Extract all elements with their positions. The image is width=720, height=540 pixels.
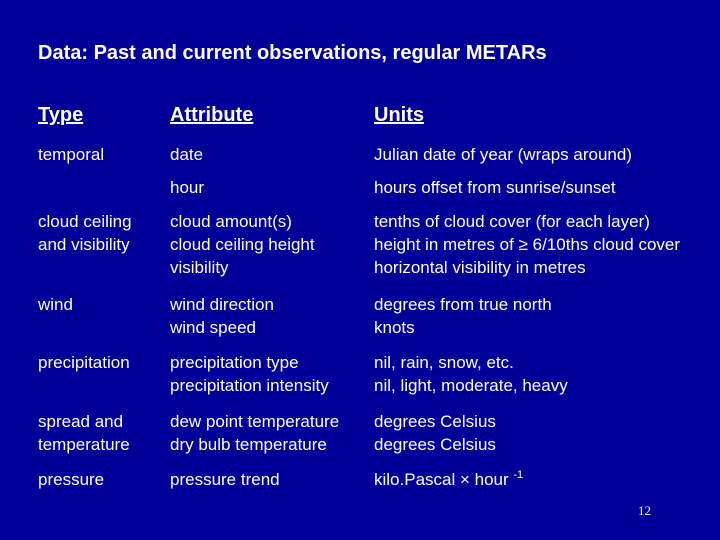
- row-precipitation-units: [374, 351, 568, 397]
- row-temporal-type: [38, 143, 104, 166]
- row-pressure-attribute: [170, 468, 280, 491]
- row-temperature-type: [38, 410, 130, 456]
- cell-line: temporal: [38, 145, 105, 164]
- row-wind-type: [38, 293, 73, 316]
- cell-line: precipitation intensity: [170, 376, 329, 395]
- cell-line: cloud ceiling height: [170, 235, 315, 254]
- cell-line: and visibility: [38, 235, 130, 254]
- cell-line: cloud ceiling: [38, 212, 132, 231]
- pressure-unit-text: kilo.Pascal × hour: [374, 470, 509, 489]
- row-precipitation-type: [38, 351, 130, 374]
- cell-line: wind: [38, 295, 73, 314]
- cell-line: tenths of cloud cover (for each layer): [374, 212, 650, 231]
- cell-line: horizontal visibility in metres: [374, 258, 586, 277]
- row-pressure-type: [38, 468, 104, 491]
- cell-line: hour: [170, 178, 205, 197]
- cell-line: visibility: [170, 258, 229, 277]
- row-temperature-units: [374, 410, 496, 456]
- cell-line: nil, light, moderate, heavy: [374, 376, 568, 395]
- cell-line: dew point temperature: [170, 412, 340, 431]
- header-type: Type: [38, 104, 84, 126]
- cell-line: date: [170, 145, 204, 164]
- row-wind-units: [374, 293, 552, 339]
- row-temporal-attribute: [170, 143, 203, 166]
- row-temperature-attribute: [170, 410, 339, 456]
- row-pressure-units: [374, 468, 523, 491]
- cell-line: precipitation type: [170, 353, 299, 372]
- cell-line: [374, 468, 523, 491]
- cell-line: precipitation: [38, 353, 130, 372]
- header-units: Units: [374, 104, 424, 126]
- cell-line: wind speed: [170, 318, 257, 337]
- row-cloud-type: [38, 210, 132, 256]
- cell-line: dry bulb temperature: [170, 435, 327, 454]
- cell-line: degrees from true north: [374, 295, 552, 314]
- cell-line: spread and: [38, 412, 124, 431]
- cell-line: height in metres of ≥ 6/10ths cloud cover: [374, 235, 681, 254]
- page-number: 12: [638, 503, 651, 518]
- cell-line: nil, rain, snow, etc.: [374, 353, 514, 372]
- pressure-unit-exponent: -1: [513, 469, 524, 481]
- slide-title: Data: Past and current observations, regular METARs: [38, 42, 547, 64]
- row-hour-units: [374, 176, 616, 199]
- cell-line: temperature: [38, 435, 130, 454]
- cell-line: degrees Celsius: [374, 435, 496, 454]
- cell-line: cloud amount(s): [170, 212, 292, 231]
- row-cloud-units: [374, 210, 680, 279]
- row-cloud-attribute: [170, 210, 315, 279]
- cell-line: pressure: [38, 470, 105, 489]
- cell-line: knots: [374, 318, 415, 337]
- row-precipitation-attribute: [170, 351, 329, 397]
- cell-line: Julian date of year (wraps around): [374, 145, 632, 164]
- header-attribute: Attribute: [170, 104, 254, 126]
- row-wind-attribute: [170, 293, 274, 339]
- cell-line: pressure trend: [170, 470, 280, 489]
- cell-line: wind direction: [170, 295, 274, 314]
- row-hour-attribute: [170, 176, 204, 199]
- cell-line: degrees Celsius: [374, 412, 496, 431]
- cell-line: hours offset from sunrise/sunset: [374, 178, 616, 197]
- row-temporal-units: [374, 143, 632, 166]
